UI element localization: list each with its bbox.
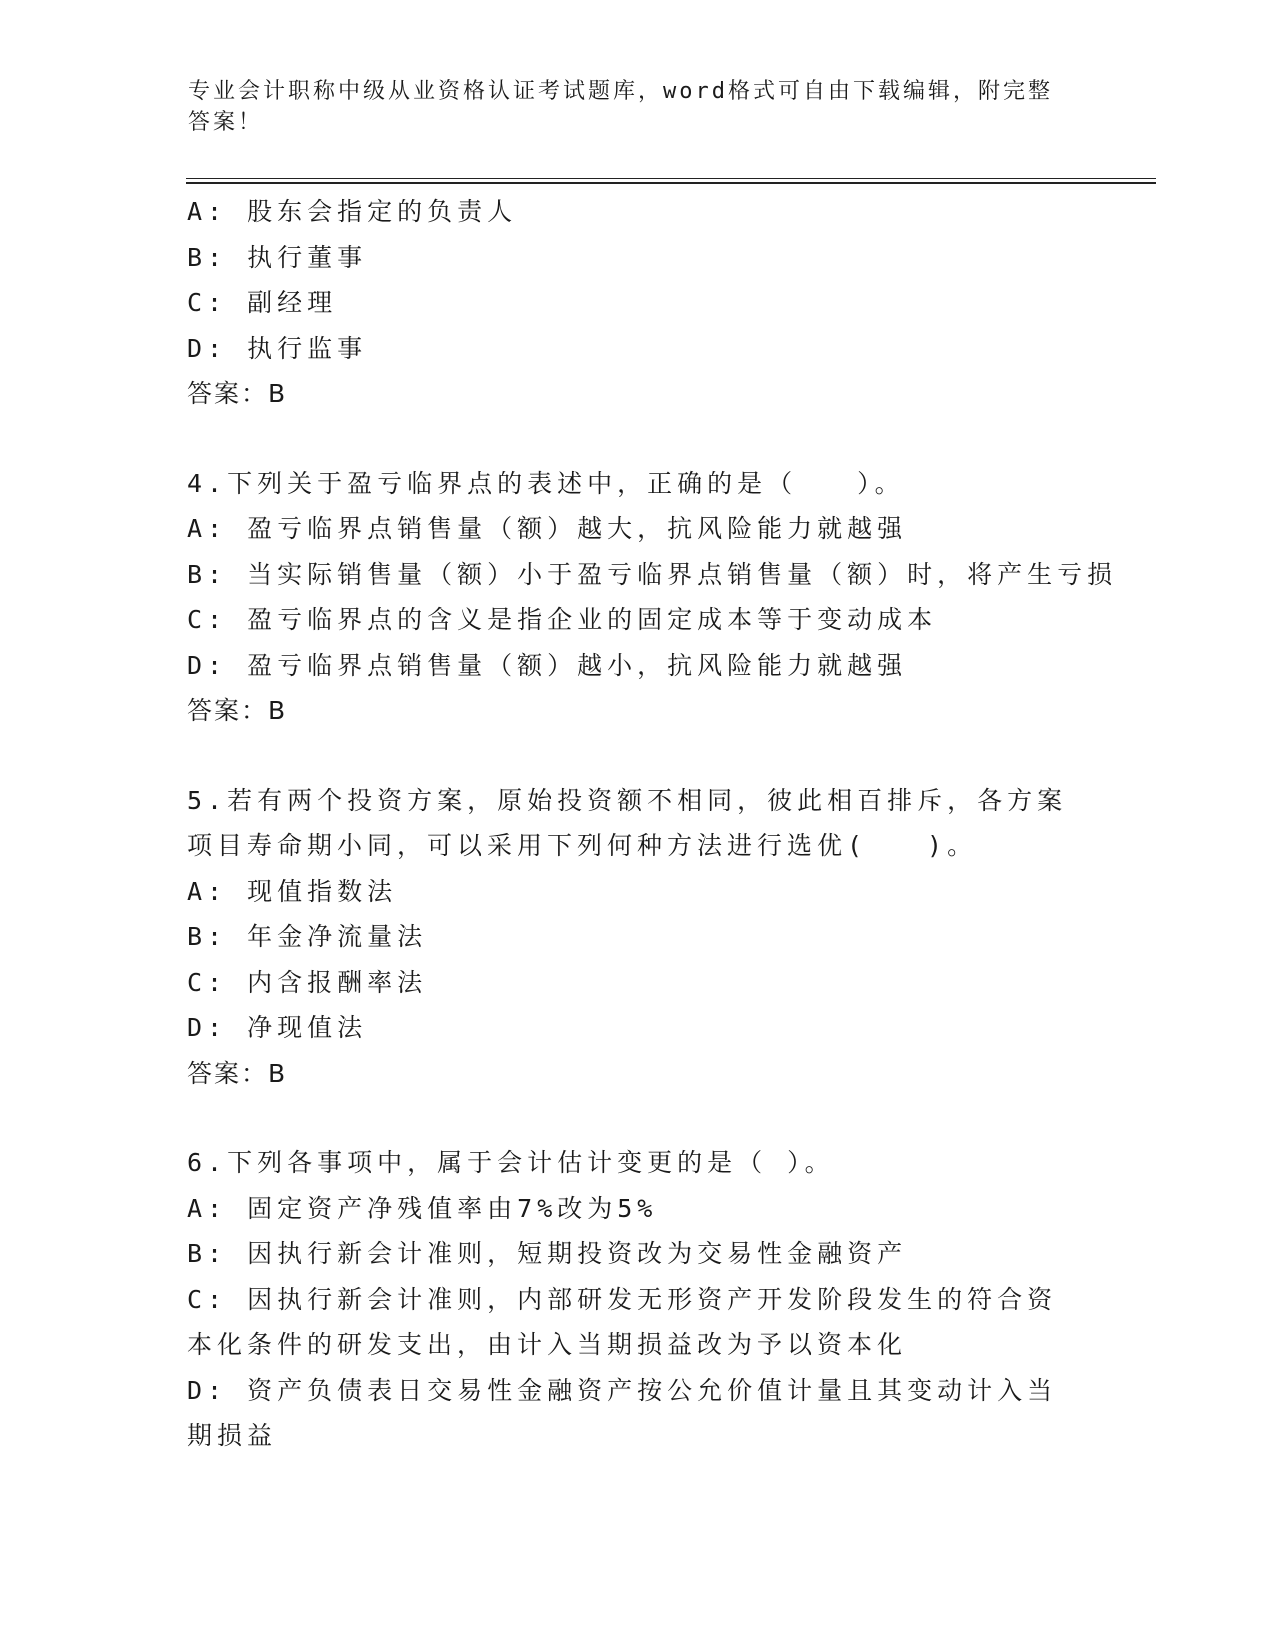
- question-text: 4.下列关于盈亏临界点的表述中，正确的是（ ）。: [187, 468, 905, 498]
- question-list: [187, 189, 1118, 1459]
- option-d: D: 执行监事: [187, 333, 368, 363]
- header-rule-thick: [186, 182, 1156, 184]
- option-c: C: 盈亏临界点的含义是指企业的固定成本等于变动成本: [187, 605, 938, 634]
- question-5: [187, 778, 1077, 1097]
- header-text: 专业会计职称中级从业资格认证考试题库，word格式可自由下载编辑，附完整答案！: [188, 79, 1053, 135]
- option-d: D: 净现值法: [187, 1013, 368, 1042]
- question-text: 6.下列各事项中，属于会计估计变更的是（ ）。: [187, 1148, 835, 1177]
- spacer: [187, 1096, 1077, 1140]
- option-b: B: 当实际销售量（额）小于盈亏临界点销售量（额）时，将产生亏损: [187, 559, 1118, 589]
- option-b: B: 年金净流量法: [187, 922, 428, 951]
- header-rule-thin: [186, 178, 1156, 179]
- answer-line: 答案：B: [187, 696, 288, 725]
- option-c: C: 内含报酬率法: [187, 967, 428, 997]
- document-header: [188, 76, 1068, 138]
- option-a: A: 盈亏临界点销售量（额）越大，抗风险能力就越强: [187, 514, 908, 543]
- option-b: B: 执行董事: [187, 242, 368, 272]
- spacer: [187, 734, 1077, 778]
- answer-line: 答案：B: [187, 379, 288, 408]
- option-a: A: 现值指数法: [187, 876, 398, 906]
- question-6: [187, 1140, 1077, 1459]
- option-d: D: 资产负债表日交易性金融资产按公允价值计量且其变动计入当期损益: [187, 1375, 1058, 1450]
- option-a: A: 固定资产净残值率由7%改为5%: [187, 1193, 658, 1223]
- answer-line: 答案：B: [187, 1058, 288, 1088]
- option-d: D: 盈亏临界点销售量（额）越小，抗风险能力就越强: [187, 650, 908, 680]
- question-3: [187, 189, 1077, 417]
- question-4: [187, 461, 1118, 734]
- option-c: C: 因执行新会计准则，内部研发无形资产开发阶段发生的符合资本化条件的研发支出，由计入当期损益改为予以资本化: [187, 1284, 1058, 1359]
- option-c: C: 副经理: [187, 288, 338, 317]
- spacer: [187, 417, 1077, 461]
- question-text: 5.若有两个投资方案，原始投资额不相同，彼此相百排斥，各方案项目寿命期小同，可以采用下列何种方法进行选优( )。: [187, 785, 1068, 860]
- option-b: B: 因执行新会计准则，短期投资改为交易性金融资产: [187, 1239, 908, 1268]
- option-a: A: 股东会指定的负责人: [187, 197, 518, 226]
